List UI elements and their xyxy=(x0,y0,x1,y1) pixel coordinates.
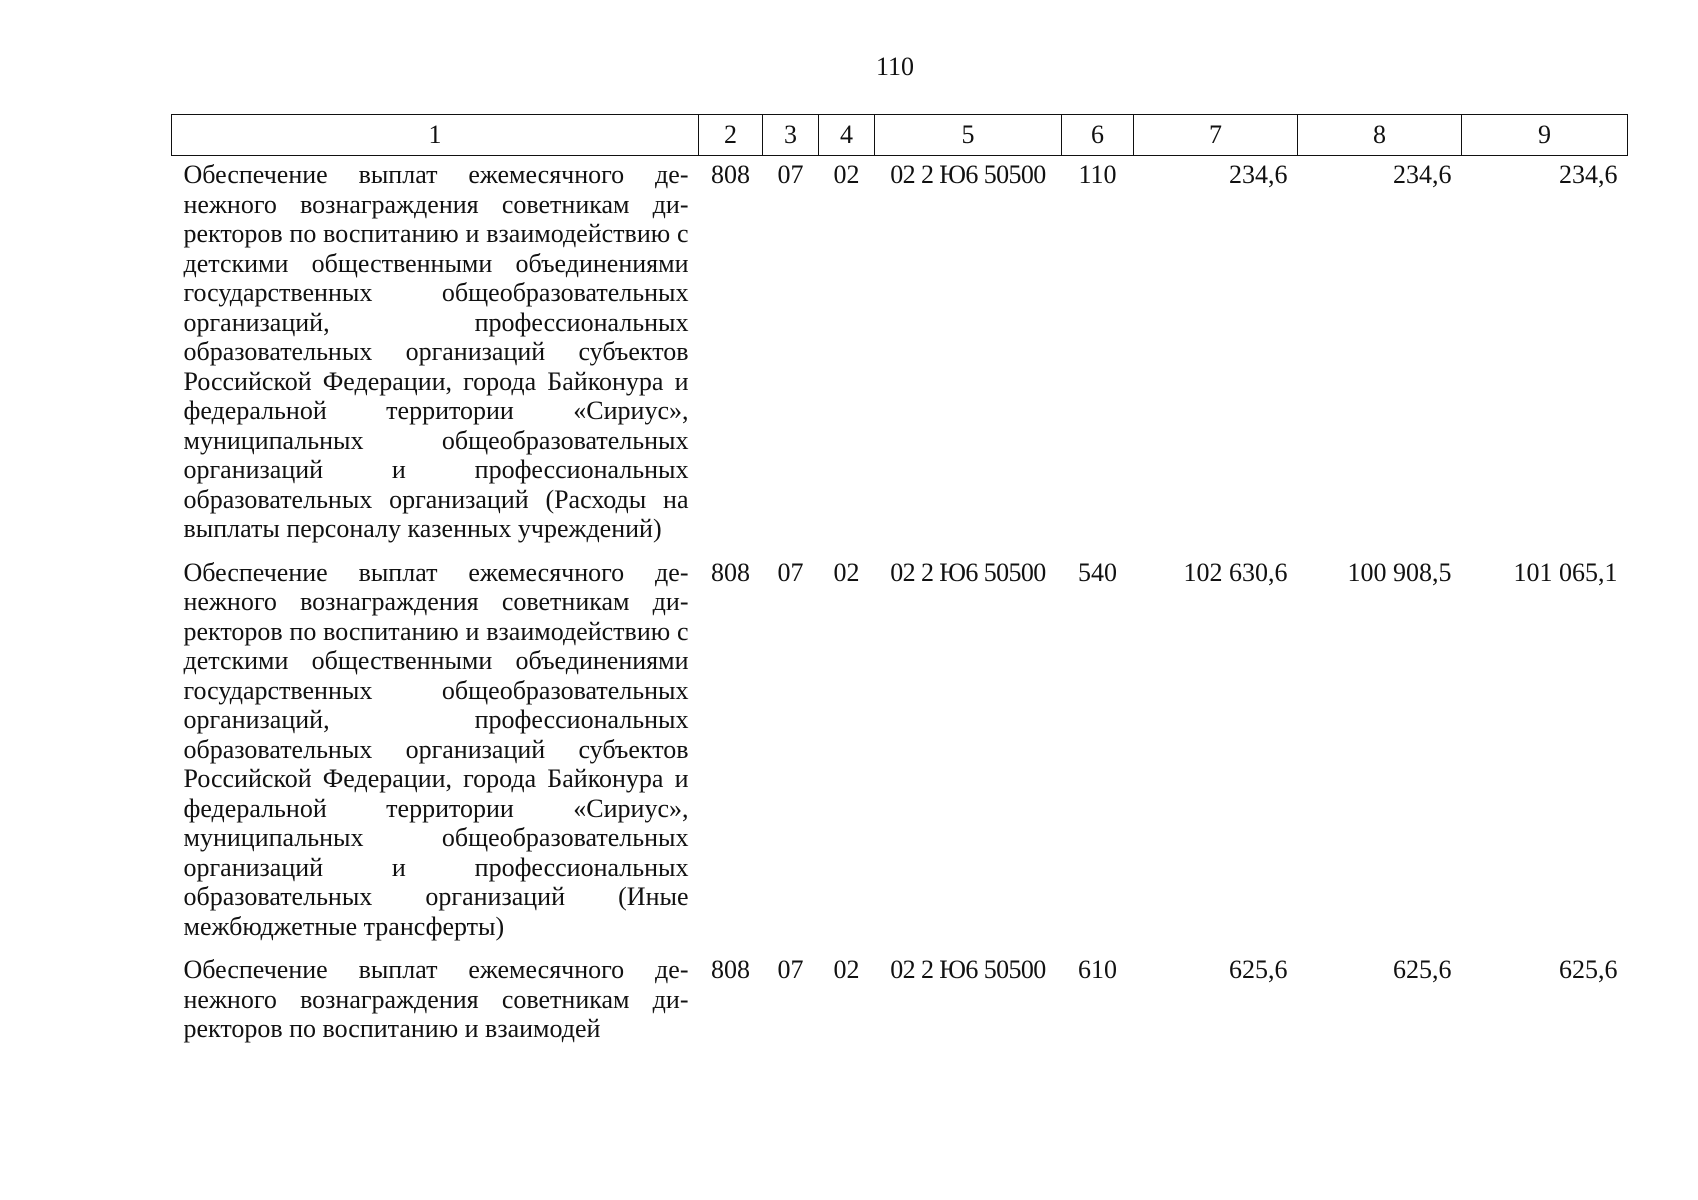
header-col-1: 1 xyxy=(172,115,699,156)
row-amount-8: 234,6 xyxy=(1393,160,1452,189)
row-amount-9: 625,6 xyxy=(1559,955,1618,984)
header-col-8: 8 xyxy=(1298,115,1462,156)
row-grbs: 808 xyxy=(711,160,750,189)
row-amount-7: 102 630,6 xyxy=(1183,557,1288,587)
row-section: 07 xyxy=(777,955,804,984)
table-row xyxy=(172,554,1628,952)
row-subsection: 02 xyxy=(833,557,860,587)
row-amount-7: 234,6 xyxy=(1229,160,1288,189)
header-col-5: 5 xyxy=(875,115,1062,156)
row-grbs: 808 xyxy=(711,557,750,587)
row-target-article: 02 2 Ю6 50500 xyxy=(890,557,1046,587)
row-description: Обеспечение выплат ежемесячного денежного вознаграждения советникам директоров по воспитанию и взаимодействию с детскими общественными объединениями государственных общеобразовательных организаций, профессиональных образовательных организаций субъектов Российской Федерации, города Байконура и федеральной территории «Сириус», муниципальных общеобразовательных организаций и профессиональных образовательных организаций (Расходы на выплаты персоналу казенных учреждений) xyxy=(183,160,689,543)
row-subsection: 02 xyxy=(833,955,860,984)
row-description: Обеспечение выплат ежемесячного денежного вознаграждения советникам директоров по воспитанию и взаимодей xyxy=(183,955,689,1043)
row-expense-type: 110 xyxy=(1078,160,1117,189)
row-amount-8: 100 908,5 xyxy=(1347,557,1452,587)
table-row xyxy=(172,951,1628,1054)
row-target-article: 02 2 Ю6 50500 xyxy=(890,160,1046,189)
header-col-4: 4 xyxy=(819,115,875,156)
header-col-3: 3 xyxy=(763,115,819,156)
row-expense-type: 540 xyxy=(1078,557,1117,587)
page-number: 110 xyxy=(875,52,915,81)
row-amount-9: 101 065,1 xyxy=(1513,557,1618,587)
row-section: 07 xyxy=(777,160,804,189)
row-amount-7: 625,6 xyxy=(1229,955,1288,984)
row-amount-8: 625,6 xyxy=(1393,955,1452,984)
row-target-article: 02 2 Ю6 50500 xyxy=(890,955,1046,984)
row-grbs: 808 xyxy=(711,955,750,984)
header-col-9: 9 xyxy=(1462,115,1628,156)
row-amount-9: 234,6 xyxy=(1559,160,1618,189)
header-row xyxy=(172,115,1628,156)
header-col-7: 7 xyxy=(1134,115,1298,156)
budget-table xyxy=(171,114,1628,1054)
row-expense-type: 610 xyxy=(1078,955,1117,984)
row-section: 07 xyxy=(777,557,804,587)
table-row xyxy=(172,156,1628,554)
header-col-2: 2 xyxy=(699,115,763,156)
row-subsection: 02 xyxy=(833,160,860,189)
header-col-6: 6 xyxy=(1062,115,1134,156)
row-description: Обеспечение выплат ежемесячного денежного вознаграждения советникам директоров по воспитанию и взаимодействию с детскими общественными объединениями государственных общеобразовательных организаций, профессиональных образовательных организаций субъектов Российской Федерации, города Байконура и федеральной территории «Сириус», муниципальных общеобразовательных организаций и профессиональных образовательных организаций (Иные межбюджетные трансферты) xyxy=(183,557,689,941)
